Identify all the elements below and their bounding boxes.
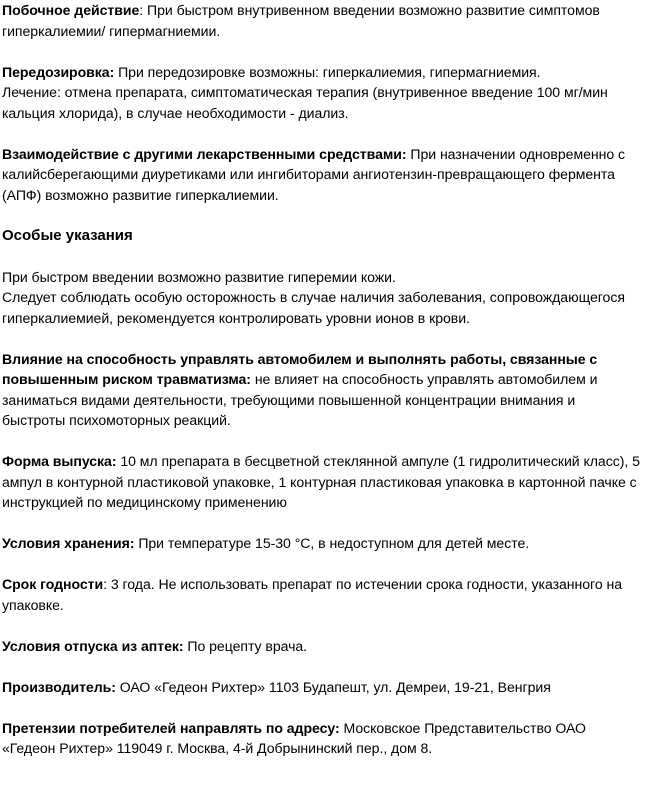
overdose-treatment: Лечение: отмена препарата, симптоматическая терапия (внутривенное введение 100 мг/мин кальция хлорида), в случае необходимости - диализ. — [2, 84, 608, 121]
driving-label: Влияние на способность управлять автомобилем и выполнять работы, связанные с повышенным риском травматизма: — [2, 350, 598, 387]
storage-label: Условия хранения: — [2, 535, 135, 551]
overdose-label: Передозировка: — [2, 63, 115, 80]
special-notes-line1: При быстром введении возможно развитие гиперемии кожи. — [2, 268, 396, 285]
release-form-paragraph — [2, 451, 642, 513]
claims-paragraph — [2, 718, 642, 759]
dispensing-paragraph — [2, 636, 642, 657]
overdose-text: При передозировке возможны: гиперкалиемия, гипермагниемия. — [114, 63, 541, 80]
storage-text: При температуре 15-30 °С, в недоступном для детей месте. — [134, 535, 530, 551]
overdose-paragraph — [2, 62, 642, 124]
manufacturer-label: Производитель: — [2, 678, 116, 695]
storage-paragraph — [2, 533, 642, 554]
side-effect-label: Побочное действие — [2, 2, 140, 18]
driving-text: не влияет на способность управлять автомобилем и заниматься видами деятельности, требующими повышенной концентрации внимания и быстроты психомоторных реакций. — [2, 371, 598, 428]
special-notes-heading: Особые указания — [2, 226, 133, 244]
side-effect-paragraph — [2, 0, 642, 41]
interactions-text: При назначении одновременно с калийсберегающими диуретиками или ингибиторами ангиотензин-превращающего фермента (АПФ) возможно развитие гиперкалиемии. — [2, 145, 625, 203]
manufacturer-text: ОАО «Гедеон Рихтер» 1103 Будапешт, ул. Демреи, 19-21, Венгрия — [115, 678, 551, 695]
interactions-paragraph — [2, 144, 642, 206]
shelf-life-text: : 3 года. Не использовать препарат по истечении срока годности, указанного на упаковке. — [2, 576, 622, 613]
special-notes-line2: Следует соблюдать особую осторожность в случае наличия заболевания, сопровождающегося гиперкалиемией, рекомендуется контролировать уровни ионов в крови. — [2, 289, 625, 326]
shelf-life-paragraph — [2, 574, 642, 615]
release-form-text: 10 мл препарата в бесцветной стеклянной ампуле (1 гидролитический класс), 5 ампул в контурной пластиковой упаковке, 1 контурная пластиковая упаковка в картонной пачке с инструкцией по медицинскому применению — [2, 453, 640, 510]
special-notes-paragraph — [2, 267, 642, 329]
manufacturer-paragraph — [2, 677, 642, 698]
release-form-label: Форма выпуска: — [2, 453, 117, 469]
dispensing-label: Условия отпуска из аптек: — [2, 637, 184, 654]
shelf-life-label: Срок годности — [2, 576, 104, 592]
side-effect-text: : При быстром внутривенном введении возможно развитие симптомов гиперкалиемии/ гипермагниемии. — [2, 2, 600, 39]
dispensing-text: По рецепту врача. — [183, 637, 308, 654]
driving-paragraph — [2, 349, 642, 431]
claims-text: Московское Представительство ОАО «Гедеон Рихтер» 119049 г. Москва, 4-й Добрынинский пер., дом 8. — [2, 719, 586, 756]
claims-label: Претензии потребителей направлять по адресу: — [2, 719, 340, 736]
interactions-label: Взаимодействие с другими лекарственными средствами: — [2, 145, 407, 162]
